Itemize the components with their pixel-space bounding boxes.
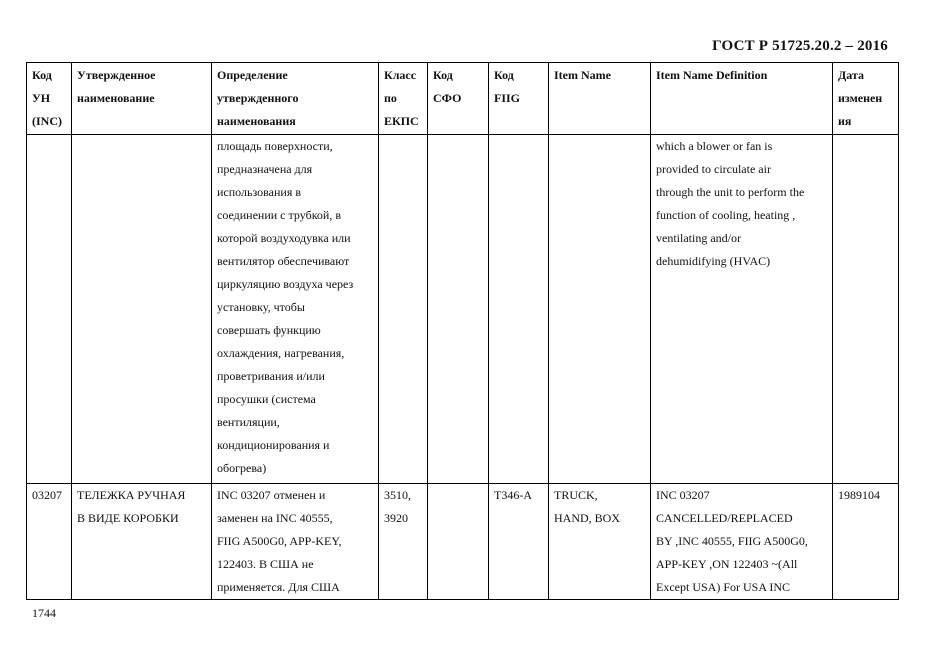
- header-sfo-code: Код СФО: [428, 63, 489, 135]
- cell-item-name-definition: which a blower or fan is provided to circulate air through the unit to perform the function of cooling, heating , ventilating and/or dehumidifying (HVAC): [651, 135, 833, 484]
- cell-fiig-code: T346-A: [489, 484, 549, 600]
- cell-definition: площадь поверхности, предназначена для использования в соединении с трубкой, в которой воздуходувка или вентилятор обеспечивают циркуляцию воздуха через установку, чтобы совершать функцию охлаждения, нагревания, проветривания и/или просушки (система вентиляции, кондиционирования и обогрева): [212, 135, 379, 484]
- cell-approved-name: ТЕЛЕЖКА РУЧНАЯ В ВИДЕ КОРОБКИ: [72, 484, 212, 600]
- header-item-name: Item Name: [549, 63, 651, 135]
- cell-sfo-code: [428, 135, 489, 484]
- cell-sfo-code: [428, 484, 489, 600]
- cell-inc-code: [27, 135, 72, 484]
- cell-fiig-code: [489, 135, 549, 484]
- table-row: [27, 135, 899, 484]
- cell-approved-name: [72, 135, 212, 484]
- header-item-name-definition: Item Name Definition: [651, 63, 833, 135]
- header-inc-code: Код УН (INC): [27, 63, 72, 135]
- table-row: [27, 484, 899, 600]
- header-definition: Определение утвержденного наименования: [212, 63, 379, 135]
- table-header-row: [27, 63, 899, 135]
- page-number: 1744: [32, 606, 56, 620]
- cell-item-name: TRUCK, HAND, BOX: [549, 484, 651, 600]
- cell-inc-code: 03207: [27, 484, 72, 600]
- cell-item-name-definition: INC 03207 CANCELLED/REPLACED BY ,INC 40555, FIIG A500G0, APP-KEY ,ON 122403 ~(All Except USA) For USA INC: [651, 484, 833, 600]
- cell-change-date: 1989104: [833, 484, 899, 600]
- header-change-date: Дата изменен ия: [833, 63, 899, 135]
- cell-definition: INC 03207 отменен и заменен на INC 40555, FIIG A500G0, APP-KEY, 122403. В США не применяется. Для США: [212, 484, 379, 600]
- cell-item-name: [549, 135, 651, 484]
- cell-change-date: [833, 135, 899, 484]
- cell-ekps-class: 3510, 3920: [379, 484, 428, 600]
- classification-table: [26, 62, 899, 600]
- document-standard-title: ГОСТ Р 51725.20.2 – 2016: [712, 38, 888, 54]
- header-fiig-code: Код FIIG: [489, 63, 549, 135]
- cell-ekps-class: [379, 135, 428, 484]
- header-ekps-class: Класс по ЕКПС: [379, 63, 428, 135]
- header-approved-name: Утвержденное наименование: [72, 63, 212, 135]
